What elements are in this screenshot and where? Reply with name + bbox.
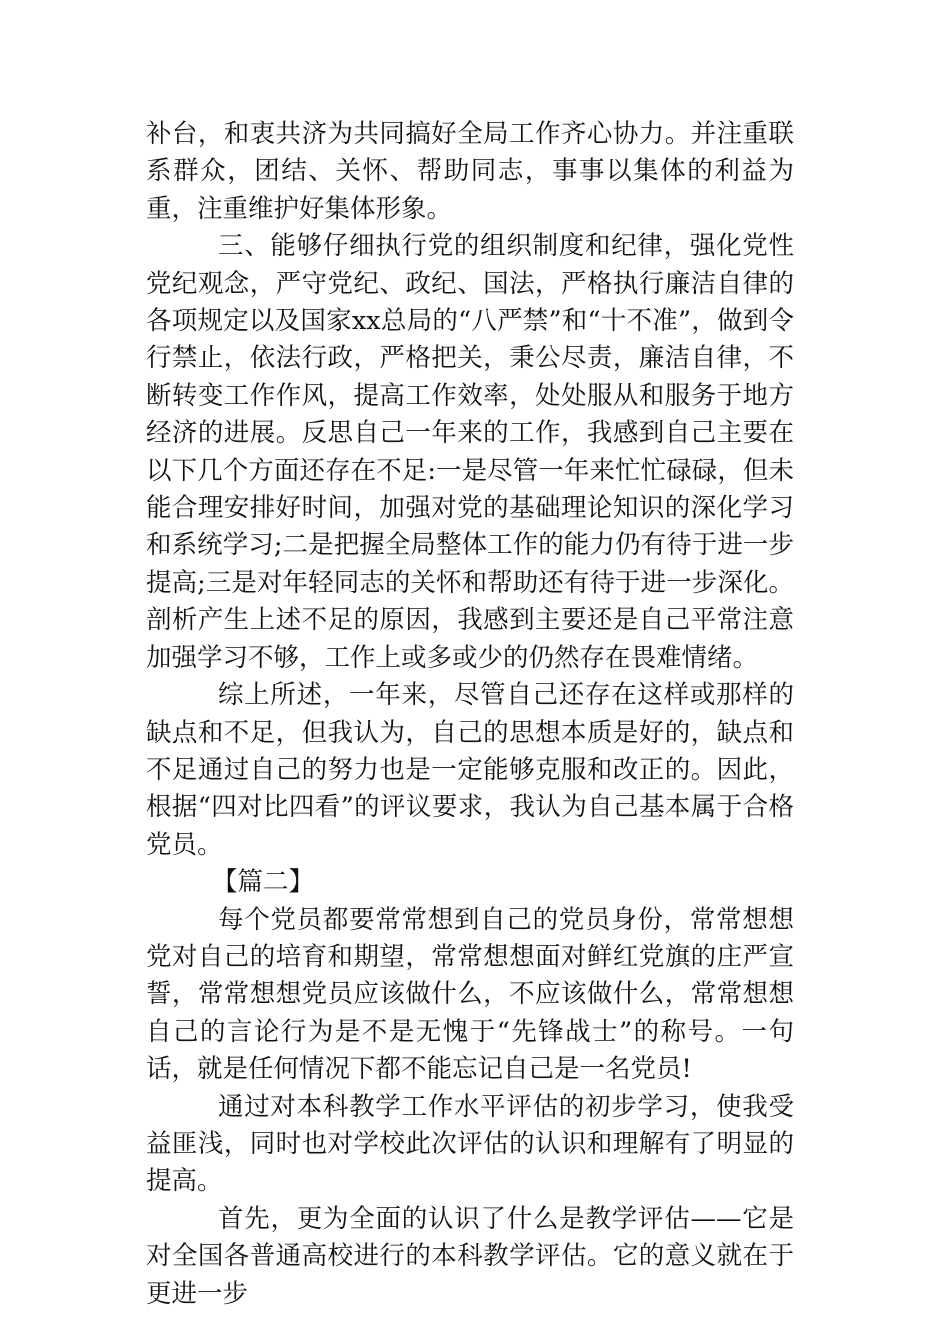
paragraph-continuation: 补台，和衷共济为共同搞好全局工作齐心协力。并注重联系群众，团结、关怀、帮助同志，事事以集体的利益为重，注重维护好集体形象。 — [146, 119, 794, 224]
paragraph-evaluation-study: 通过对本科教学工作水平评估的初步学习，使我受益匪浅，同时也对学校此次评估的认识和理解有了明显的提高。 — [146, 1091, 794, 1197]
paragraph-discipline: 三、能够仔细执行党的组织制度和纪律，强化党性党纪观念，严守党纪、政纪、国法，严格执行廉洁自律的各项规定以及国家xx总局的“八严禁”和“十不准”，做到令行禁止，依法行政，严格把关，秉公尽责，廉洁自律，不断转变工作作风，提高工作效率，处处服从和服务于地方经济的进展。反思自己一年来的工作，我感到自己主要在以下几个方面还存在不足:一是尽管一年来忙忙碌碌，但未能合理安排好时间，加强对党的基础理论知识的深化学习和系统学习;二是把握全局整体工作的能力仍有待于进一步提高;三是对年轻同志的关怀和帮助还有待于进一步深化。剖析产生上述不足的原因，我感到主要还是自己平常注意加强学习不够，工作上或多或少的仍然存在畏难情绪。 — [146, 231, 794, 673]
paragraph-party-identity: 每个党员都要常常想到自己的党员身份，常常想想党对自己的培育和期望，常常想想面对鲜红党旗的庄严宣誓，常常想想党员应该做什么，不应该做什么，常常想想自己的言论行为是不是无愧于“先锋战士”的称号。一句话，就是任何情况下都不能忘记自己是一名党员! — [146, 904, 794, 1085]
paragraph-summary: 综上所述，一年来，尽管自己还存在这样或那样的缺点和不足，但我认为，自己的思想本质是好的，缺点和不足通过自己的努力也是一定能够克服和改正的。因此，根据“四对比四看”的评议要求，我认为自己基本属于合格党员。 — [146, 680, 794, 860]
document-body — [146, 116, 794, 1313]
section-heading: 【篇二】 — [212, 867, 315, 898]
paragraph-evaluation-meaning: 首先，更为全面的认识了什么是教学评估——它是对全国各普通高校进行的本科教学评估。它的意义就在于更进一步 — [146, 1203, 794, 1309]
